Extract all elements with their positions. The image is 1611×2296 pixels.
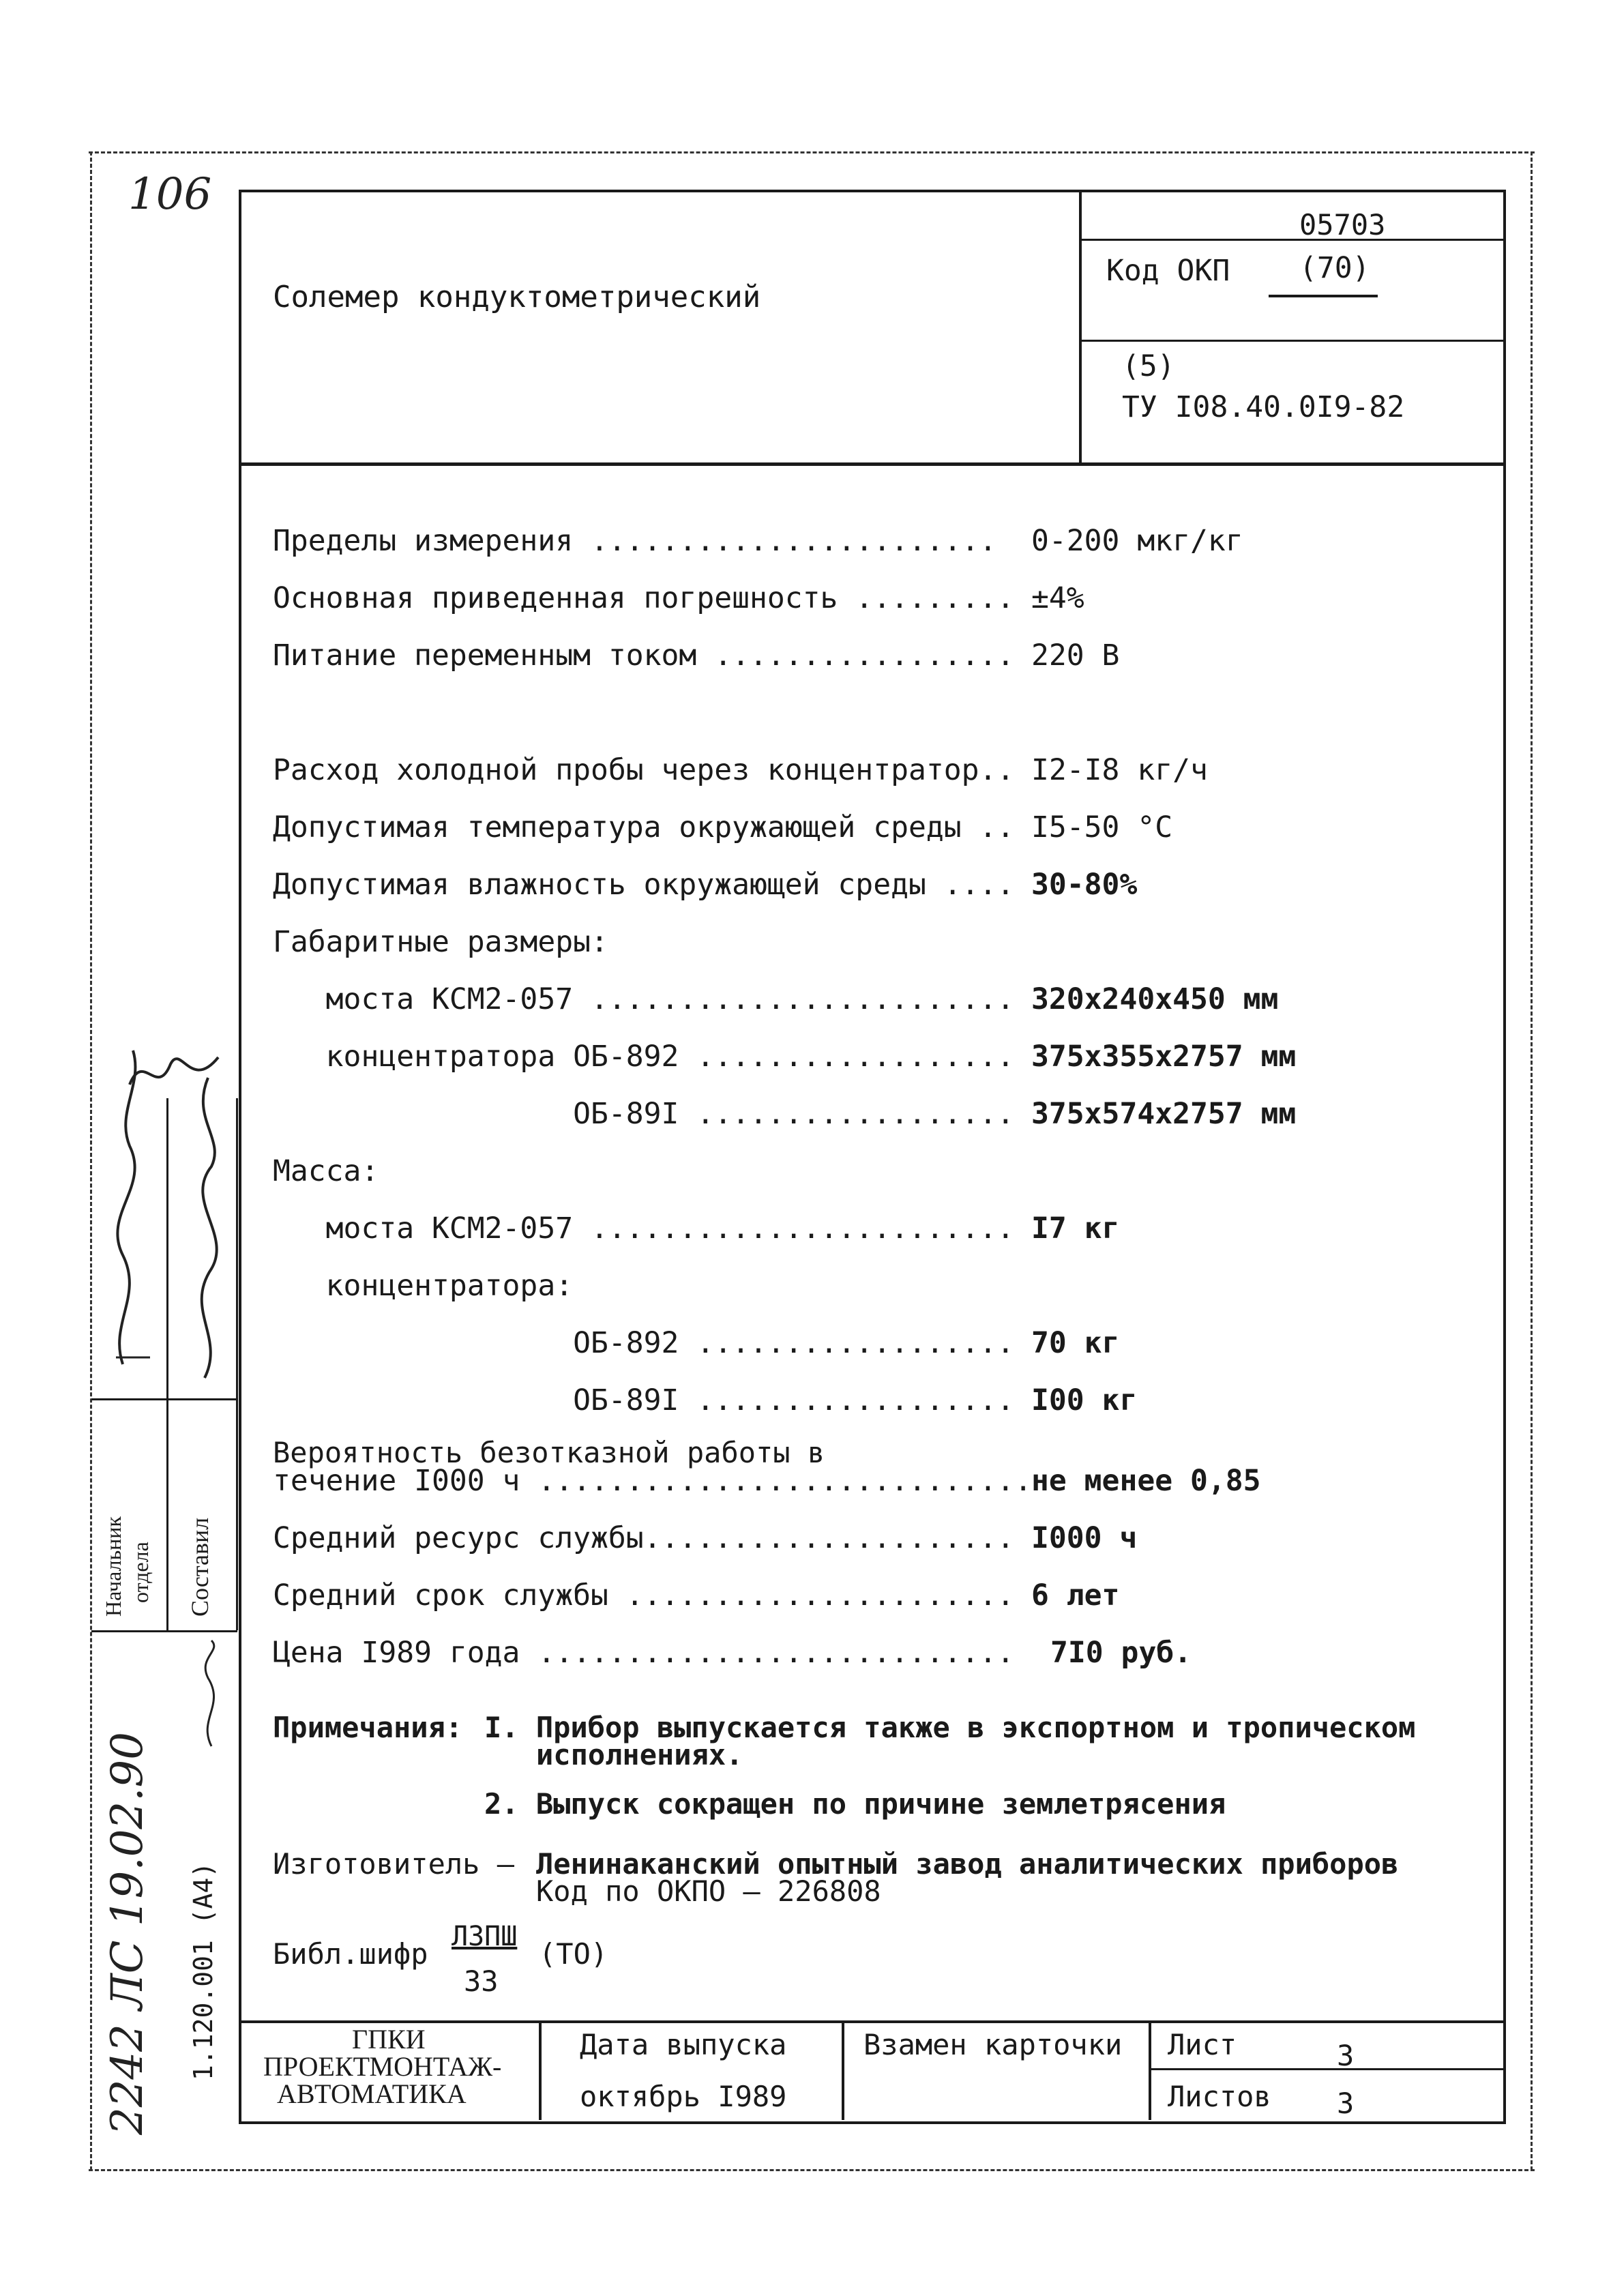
spec-row: [273, 1094, 1425, 1134]
spec-label: моста КСМ2-057 ........................: [273, 1211, 1015, 1246]
spec-row: [273, 1381, 1425, 1420]
spec-row: [273, 922, 1425, 962]
spec-row: [273, 1151, 1425, 1191]
spec-label: Допустимая температура окружающей среды ..: [273, 810, 1015, 844]
spec-row: [273, 1209, 1425, 1248]
spec-row: [273, 865, 1425, 904]
footer-col-1: [539, 2020, 542, 2120]
okp-label: Код ОКП: [1106, 254, 1230, 288]
spec-label: Основная приведенная погрешность .........: [273, 581, 1015, 615]
spec-value: I00 кг: [1031, 1383, 1138, 1417]
service-row: [273, 1518, 1425, 1558]
spec-label: ОБ-892 ..................: [273, 1326, 1015, 1360]
header-divider: [1079, 190, 1082, 464]
frame-right-dashed: [1531, 151, 1533, 2170]
spec-value: 0-200 мкг/кг: [1031, 524, 1243, 558]
footer-sheets-label: Листов: [1168, 2080, 1271, 2113]
stamp-head-label-1: Начальник: [101, 1516, 125, 1617]
footer-replace-label: Взамен карточки: [863, 2028, 1123, 2061]
service-row: [273, 1633, 1425, 1673]
code-top: 05703: [1299, 208, 1386, 241]
spec-label: Масса:: [273, 1154, 379, 1188]
signature-small: [191, 1637, 232, 1753]
spec-label: Расход холодной пробы через концентратор..: [273, 753, 1015, 787]
spec-label: Питание переменным током .................: [273, 638, 1015, 673]
manufacturer-okpo: Код по ОКПО – 226808: [536, 1874, 881, 1908]
spec-row: [273, 578, 1425, 618]
footer-sheet-label: Лист: [1168, 2028, 1237, 2061]
stamp-hline-bottom: [91, 1630, 237, 1632]
service-label: Средний ресурс службы.....................: [273, 1521, 1015, 1555]
signature-top: [123, 1044, 225, 1105]
footer-org-line1: ГПКИ: [352, 2024, 426, 2055]
spec-label: моста КСМ2-057 ........................: [273, 982, 1015, 1016]
spec-value: I7 кг: [1031, 1211, 1120, 1246]
frame-top-dashed: [89, 151, 1535, 153]
footer-col-3: [1149, 2020, 1151, 2120]
stamp-compiled-label: Составил: [186, 1517, 213, 1617]
footer-sheet-line: [1150, 2068, 1503, 2070]
stamp-handwritten-date: 2242 ЛС 19.02.90: [102, 1732, 153, 2135]
spec-label: концентратора ОБ-892 ..................: [273, 1040, 1015, 1074]
page-number: 106: [128, 169, 212, 220]
spec-row: [273, 980, 1425, 1019]
service-value: 7I0 руб.: [1050, 1636, 1192, 1670]
library-numerator: ЛЗПШ: [452, 1921, 518, 1952]
service-label: Цена I989 года ...........................: [273, 1636, 1015, 1670]
okp-value: (70): [1299, 251, 1370, 285]
service-value: I000 ч: [1031, 1521, 1138, 1555]
spec-value: 70 кг: [1031, 1326, 1120, 1360]
library-denominator: 33: [464, 1964, 499, 1998]
service-row: [273, 1576, 1425, 1615]
footer-date-label: Дата выпуска: [580, 2028, 787, 2061]
okp-underline: [1269, 295, 1378, 297]
library-suffix: (ТО): [539, 1937, 608, 1971]
manufacturer-label: Изготовитель –: [273, 1847, 515, 1881]
header-tu-line: [1080, 340, 1503, 342]
reliability-label: течение I000 ч ............................: [273, 1464, 1033, 1498]
library-label: Библ.шифр: [273, 1937, 428, 1971]
header-bottom-line: [239, 462, 1503, 466]
spec-label: концентратора:: [273, 1269, 574, 1303]
spec-row: [273, 750, 1425, 790]
tu-number: ТУ I08.40.0I9-82: [1122, 390, 1405, 424]
spec-row: [273, 1266, 1425, 1306]
footer-org-line3: АВТОМАТИКА: [277, 2078, 467, 2109]
spec-label: Допустимая влажность окружающей среды ....: [273, 868, 1015, 902]
note-2: 2. Выпуск сокращен по причине землетрясения: [484, 1787, 1226, 1821]
footer-sheet-value: 3: [1337, 2039, 1355, 2072]
spec-row: [273, 636, 1425, 675]
spec-label: Габаритные размеры:: [273, 925, 608, 959]
tu-index: (5): [1122, 349, 1175, 383]
footer-col-2: [842, 2020, 844, 2120]
spec-row: [273, 1323, 1425, 1363]
spec-value: 30-80%: [1031, 868, 1138, 902]
footer-top-line: [239, 2020, 1503, 2023]
footer-org-line2: ПРОЕКТМОНТАЖ-: [263, 2051, 502, 2082]
stamp-form-code: 1.120.001 (А4): [188, 1861, 218, 2080]
spec-label: ОБ-89I ..................: [273, 1383, 1015, 1417]
spec-value: I2-I8 кг/ч: [1031, 753, 1208, 787]
spec-value: 220 В: [1031, 638, 1120, 673]
spec-value: ±4%: [1031, 581, 1084, 615]
product-title: Солемер кондуктометрический: [273, 280, 761, 314]
spec-value: I5-50 °С: [1031, 810, 1173, 844]
frame-left-dashed: [90, 151, 92, 2170]
spec-value: 375х355х2757 мм: [1031, 1040, 1297, 1074]
note-1-line1: I. Прибор выпускается также в экспортном и тропическом: [484, 1711, 1416, 1744]
spec-row: [273, 1037, 1425, 1076]
reliability-row: [273, 1461, 1425, 1501]
manufacturer-name: Ленинаканский опытный завод аналитических приборов: [536, 1847, 1399, 1881]
service-label: Средний срок службы ......................: [273, 1578, 1015, 1613]
note-1-line2: исполнениях.: [536, 1738, 743, 1771]
header-code-line: [1080, 239, 1503, 241]
service-value: 6 лет: [1031, 1578, 1120, 1613]
spec-label: ОБ-89I ..................: [273, 1097, 1015, 1131]
reliability-line1: Вероятность безотказной работы в: [273, 1436, 825, 1469]
spec-label: Пределы измерения .......................: [273, 524, 997, 558]
stamp-head-label-2: отдела: [128, 1542, 153, 1603]
spec-row: [273, 521, 1425, 561]
frame-bottom-dashed: [89, 2169, 1535, 2171]
spec-row: [273, 808, 1425, 847]
stamp-hline-top: [91, 1398, 237, 1400]
footer-sheets-value: 3: [1337, 2087, 1355, 2120]
reliability-value: не менее 0,85: [1031, 1464, 1261, 1498]
notes-label: Примечания:: [273, 1711, 463, 1744]
spec-value: 375х574х2757 мм: [1031, 1097, 1297, 1131]
spec-value: 320х240х450 мм: [1031, 982, 1279, 1016]
footer-date-value: октябрь I989: [580, 2080, 787, 2113]
